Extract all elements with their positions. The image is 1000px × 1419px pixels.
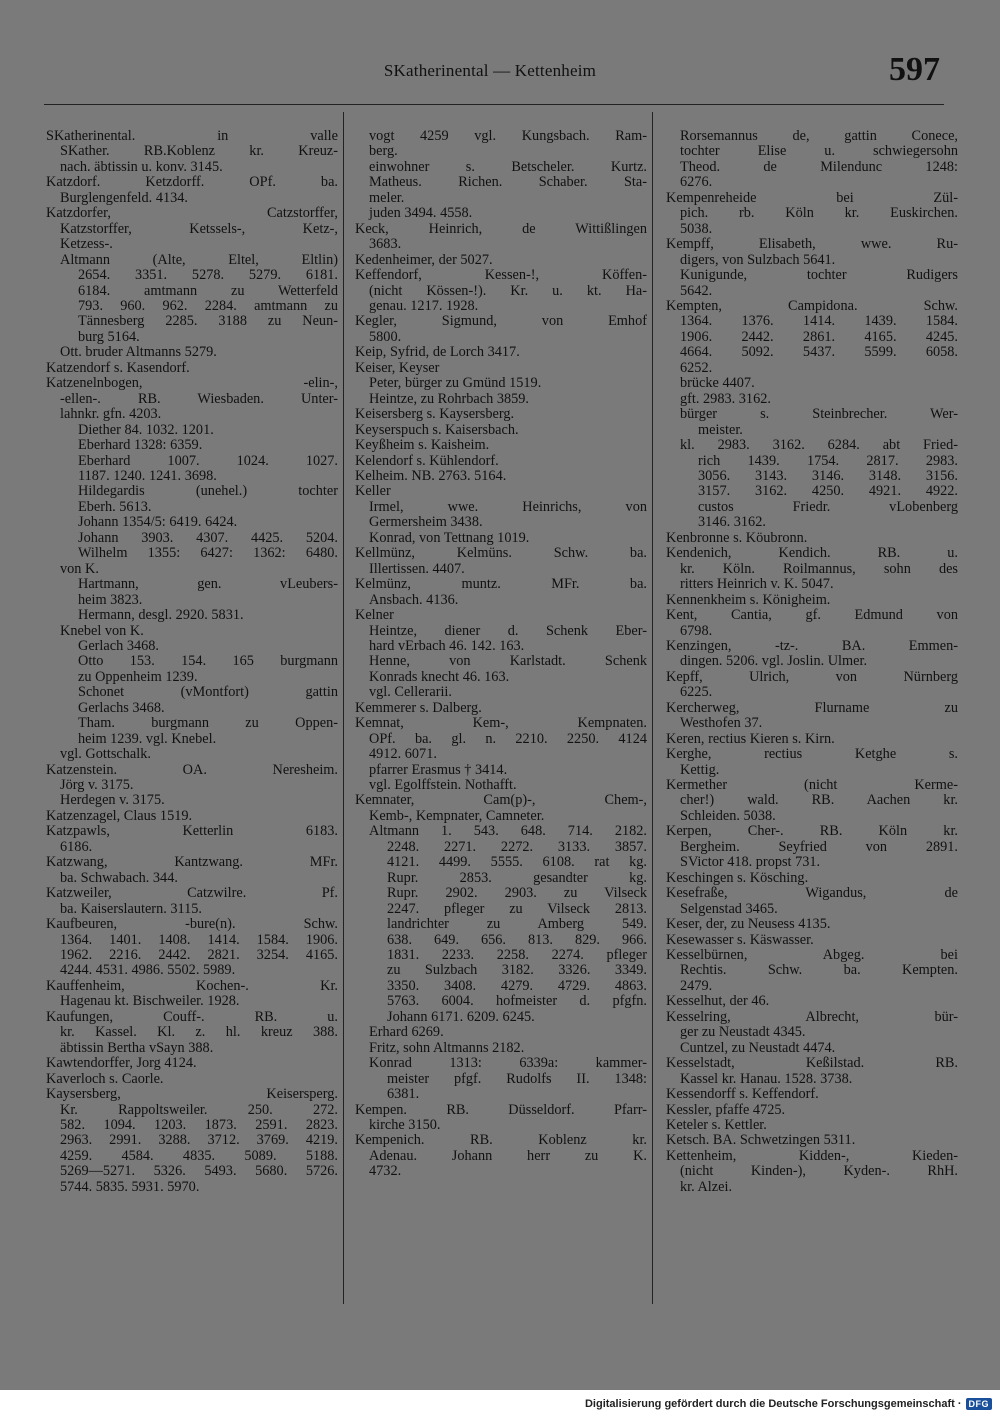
index-line: Cuntzel, zu Neustadt 4474. bbox=[680, 1040, 836, 1056]
index-line: Gerlach 3468. bbox=[78, 638, 159, 654]
index-line: (nicht Kinden-), Kyden-. RhH. bbox=[680, 1164, 958, 1180]
index-line: Kempenreheide bei Zül- bbox=[666, 190, 958, 206]
index-line: Herdegen v. 3175. bbox=[60, 793, 165, 809]
index-line: brücke 4407. bbox=[680, 376, 755, 392]
index-line: Theod. de Milendunc 1248: bbox=[680, 159, 958, 175]
index-line: Kesselstadt, Keßilstad. RB. bbox=[666, 1056, 958, 1072]
index-line: meister pfgf. Rudolfs II. 1348: bbox=[387, 1071, 647, 1087]
index-line: Kennenkheim s. Königheim. bbox=[666, 592, 831, 608]
index-line: Kessler, pfaffe 4725. bbox=[666, 1102, 786, 1118]
index-line: Kessendorff s. Keffendorf. bbox=[666, 1087, 819, 1103]
index-line: pich. rb. Köln kr. Euskirchen. bbox=[680, 206, 958, 222]
index-line: 6184. amtmann zu Wetterfeld bbox=[78, 283, 338, 299]
index-line: digers, von Sulzbach 5641. bbox=[680, 252, 836, 268]
index-line: 5642. bbox=[680, 283, 713, 299]
running-title: SKatherinental — Kettenheim bbox=[383, 61, 597, 80]
index-line: kr. Köln. Roilmannus, sohn des bbox=[680, 561, 958, 577]
index-line: 3157. 3162. 4250. 4921. 4922. bbox=[698, 484, 958, 500]
index-line: äbtissin Bertha vSayn 388. bbox=[60, 1040, 214, 1056]
index-line: Kesselhut, der 46. bbox=[666, 994, 770, 1010]
index-line: Kesselbürnen, Abgeg. bei bbox=[666, 948, 958, 964]
index-line: Keiser, Keyser bbox=[355, 360, 440, 376]
index-line: juden 3494. 4558. bbox=[369, 206, 473, 222]
index-line: lahnkr. gfn. 4203. bbox=[60, 407, 162, 423]
dfg-logo: DFG bbox=[966, 1398, 993, 1410]
index-line: Altmann (Alte, Eltel, Eltlin) bbox=[60, 252, 338, 268]
index-line: 4244. 4531. 4986. 5502. 5989. bbox=[60, 963, 236, 979]
index-line: OPf. ba. gl. n. 2210. 2250. 4124 bbox=[369, 731, 647, 747]
index-line: 1364. 1376. 1414. 1439. 1584. bbox=[680, 314, 958, 330]
index-line: Kemnat, Kem-, Kempnaten. bbox=[355, 716, 647, 732]
index-line: Katzenzagel, Claus 1519. bbox=[46, 808, 193, 824]
index-line: Matheus. Richen. Schaber. Sta- bbox=[369, 175, 647, 191]
index-line: 6276. bbox=[680, 175, 713, 191]
index-line: Ansbach. 4136. bbox=[369, 592, 459, 608]
index-line: bürger s. Steinbrecher. Wer- bbox=[680, 407, 958, 423]
index-line: Johann 6171. 6209. 6245. bbox=[387, 1009, 535, 1025]
index-line: 5800. bbox=[369, 329, 402, 345]
index-line: Katzenstein. OA. Neresheim. bbox=[46, 762, 338, 778]
index-line: 6798. bbox=[680, 623, 713, 639]
index-line: Kempff, Elisabeth, wwe. Ru- bbox=[666, 237, 958, 253]
index-line: Bergheim. Seyfried von 2891. bbox=[680, 839, 958, 855]
index-line: Henne, von Karlstadt. Schenk bbox=[369, 654, 647, 670]
index-line: Kercherweg, Flurname zu bbox=[666, 700, 958, 716]
index-line: 1831. 2233. 2258. 2274. pfleger bbox=[387, 948, 647, 964]
index-line: Peter, bürger zu Gmünd 1519. bbox=[369, 376, 542, 392]
index-line: Gerlachs 3468. bbox=[78, 700, 165, 716]
index-line: Kelendorf s. Kühlendorf. bbox=[355, 453, 499, 469]
index-line: Keschingen s. Kösching. bbox=[666, 870, 809, 886]
index-line: Knebel von K. bbox=[60, 623, 144, 639]
index-line: einwohner s. Betscheler. Kurtz. bbox=[369, 159, 647, 175]
index-line: Kaverloch s. Caorle. bbox=[46, 1071, 164, 1087]
index-line: Kaufbeuren, -bure(n). Schw. bbox=[46, 917, 338, 933]
index-line: -ellen-. RB. Wiesbaden. Unter- bbox=[60, 391, 338, 407]
index-line: Jörg v. 3175. bbox=[60, 778, 134, 794]
index-line: 1187. 1240. 1241. 3698. bbox=[78, 468, 217, 484]
index-line: Keffendorf, Kessen-!, Köffen- bbox=[355, 268, 647, 284]
index-line: Kedenheimer, der 5027. bbox=[355, 252, 493, 268]
index-line: Kettig. bbox=[680, 762, 720, 778]
index-line: kr. Kassel. Kl. z. hl. kreuz 388. bbox=[60, 1025, 338, 1041]
index-line: Kermether (nicht Kerme- bbox=[666, 778, 958, 794]
page-header bbox=[0, 51, 1000, 95]
index-line: SKatherinental. in valle bbox=[46, 129, 338, 144]
index-line: heim 1239. vgl. Knebel. bbox=[78, 731, 217, 747]
index-line: rich 1439. 1754. 2817. 2983. bbox=[698, 453, 958, 469]
index-line: Eberhard 1007. 1024. 1027. bbox=[78, 453, 338, 469]
index-line: 6381. bbox=[387, 1087, 420, 1103]
index-line: ba. Kaiserslautern. 3115. bbox=[60, 901, 202, 917]
index-line: Otto 153. 154. 165 burgmann bbox=[78, 654, 338, 670]
index-line: Kegler, Sigmund, von Emhof bbox=[355, 314, 647, 330]
index-line: (nicht Kössen-!). Kr. u. kt. Ha- bbox=[369, 283, 647, 299]
index-line: vgl. Egolffstein. Nothafft. bbox=[369, 778, 517, 794]
index-line: Rorsemannus de, gattin Conece, bbox=[680, 129, 958, 144]
index-line: Erhard 6269. bbox=[369, 1025, 444, 1041]
footer-text: Digitalisierung gefördert durch die Deutsche Forschungsgemeinschaft · bbox=[584, 1398, 962, 1410]
index-line: 793. 960. 962. 2284. amtmann zu bbox=[78, 298, 338, 314]
index-line: Rupr. 2902. 2903. zu Vilseck bbox=[387, 886, 647, 902]
index-line: kirche 3150. bbox=[369, 1118, 441, 1133]
index-line: 5744. 5835. 5931. 5970. bbox=[60, 1179, 200, 1195]
header-rule bbox=[44, 104, 944, 105]
index-line: genau. 1217. 1928. bbox=[369, 298, 479, 314]
index-line: nach. äbtissin u. konv. 3145. bbox=[60, 159, 223, 175]
index-line: Irmel, wwe. Heinrichs, von bbox=[369, 499, 647, 515]
index-line: meister. bbox=[698, 422, 743, 438]
index-line: Keip, Syfrid, de Lorch 3417. bbox=[355, 345, 520, 361]
index-line: Kr. Rappoltsweiler. 250. 272. bbox=[60, 1102, 338, 1118]
index-line: meler. bbox=[369, 190, 405, 206]
index-line: 3683. bbox=[369, 237, 402, 253]
index-line: 4664. 5092. 5437. 5599. 6058. bbox=[680, 345, 958, 361]
index-line: 5038. bbox=[680, 221, 713, 237]
index-line: 3146. 3162. bbox=[698, 515, 766, 531]
index-line: Kaufungen, Couff-. RB. u. bbox=[46, 1009, 338, 1025]
index-line: Rupr. 2853. gesandter kg. bbox=[387, 870, 647, 886]
page-number: 597 bbox=[889, 51, 940, 88]
index-line: Kenbronne s. Köubronn. bbox=[666, 530, 808, 546]
index-line: 582. 1094. 1203. 1873. 2591. 2823. bbox=[60, 1118, 338, 1133]
index-line: Kerghe, rectius Ketghe s. bbox=[666, 747, 958, 763]
index-line: 6225. bbox=[680, 685, 713, 701]
index-line: kl. 2983. 3162. 6284. abt Fried- bbox=[680, 438, 958, 454]
index-line: Keisersberg s. Kaysersberg. bbox=[355, 407, 515, 423]
index-line: vgl. Cellerarii. bbox=[369, 685, 452, 701]
index-line: Kawtendorffer, Jorg 4124. bbox=[46, 1056, 197, 1072]
index-line: Eberh. 5613. bbox=[78, 499, 152, 515]
index-line: cher!) wald. RB. Aachen kr. bbox=[680, 793, 958, 809]
index-line: Ketsch. BA. Schwetzingen 5311. bbox=[666, 1133, 856, 1149]
index-line: Katzdorf. Ketzdorff. OPf. ba. bbox=[46, 175, 338, 191]
index-line: 6252. bbox=[680, 360, 713, 376]
index-line: Keyserspuch s. Kaisersbach. bbox=[355, 422, 519, 438]
index-line: Hermann, desgl. 2920. 5831. bbox=[78, 608, 244, 624]
index-line: Kerpen, Cher-. RB. Köln kr. bbox=[666, 824, 958, 840]
index-line: 3056. 3143. 3146. 3148. 3156. bbox=[698, 468, 958, 484]
index-line: Kelheim. NB. 2763. 5164. bbox=[355, 468, 507, 484]
index-line: Konrad 1313: 6339a: kammer- bbox=[369, 1056, 647, 1072]
index-line: berg. bbox=[369, 144, 398, 160]
index-line: 2248. 2271. 2272. 3133. 3857. bbox=[387, 839, 647, 855]
index-line: custos Friedr. vLobenberg bbox=[698, 499, 958, 515]
index-line: Hagenau kt. Bischweiler. 1928. bbox=[60, 994, 240, 1010]
index-line: Keren, rectius Kieren s. Kirn. bbox=[666, 731, 835, 747]
index-line: SKather. RB.Koblenz kr. Kreuz- bbox=[60, 144, 338, 160]
index-line: kr. Alzei. bbox=[680, 1179, 733, 1195]
index-line: vgl. Gottschalk. bbox=[60, 747, 151, 763]
index-line: 2963. 2991. 3288. 3712. 3769. 4219. bbox=[60, 1133, 338, 1149]
index-line: 6186. bbox=[60, 839, 93, 855]
index-line: Tännesberg 2285. 3188 zu Neun- bbox=[78, 314, 338, 330]
index-line: Kettenheim, Kidden-, Kieden- bbox=[666, 1148, 958, 1164]
index-line: heim 3823. bbox=[78, 592, 143, 608]
index-line: Keyßheim s. Kaisheim. bbox=[355, 438, 490, 454]
index-line: hard vErbach 46. 142. 163. bbox=[369, 638, 525, 654]
index-line: Kendenich, Kendich. RB. u. bbox=[666, 546, 958, 562]
index-line: Kemb-, Kempnater, Camneter. bbox=[369, 808, 545, 824]
index-line: Wilhelm 1355: 6427: 1362: 6480. bbox=[78, 546, 338, 562]
index-line: Illertissen. 4407. bbox=[369, 561, 465, 577]
index-line: ba. Schwabach. 344. bbox=[60, 870, 178, 886]
index-line: Kellmünz, Kelmüns. Schw. ba. bbox=[355, 546, 647, 562]
index-line: 4259. 4584. 4835. 5089. 5188. bbox=[60, 1148, 338, 1164]
index-line: Tham. burgmann zu Oppen- bbox=[78, 716, 338, 732]
index-line: Keser, der, zu Neusess 4135. bbox=[666, 917, 831, 933]
index-line: landrichter zu Amberg 549. bbox=[387, 917, 647, 933]
index-line: dingen. 5206. vgl. Joslin. Ulmer. bbox=[680, 654, 868, 670]
index-line: Schonet (vMontfort) gattin bbox=[78, 685, 338, 701]
index-line: Fritz, sohn Altmanns 2182. bbox=[369, 1040, 525, 1056]
index-line: Diether 84. 1032. 1201. bbox=[78, 422, 214, 438]
index-line: zu Sulzbach 3182. 3326. 3349. bbox=[387, 963, 647, 979]
index-line: Ott. bruder Altmanns 5279. bbox=[60, 345, 217, 361]
index-line: Hildegardis (unehel.) tochter bbox=[78, 484, 338, 500]
index-line: Eberhard 1328: 6359. bbox=[78, 438, 203, 454]
index-line: Rechtis. Schw. ba. Kempten. bbox=[680, 963, 958, 979]
index-line: Germersheim 3438. bbox=[369, 515, 483, 531]
index-line: Kemmerer s. Dalberg. bbox=[355, 700, 482, 716]
index-line: Adenau. Johann herr zu K. bbox=[369, 1148, 647, 1164]
index-line: Altmann 1. 543. 648. 714. 2182. bbox=[369, 824, 647, 840]
index-line: vogt 4259 vgl. Kungsbach. Ram- bbox=[369, 129, 647, 144]
index-line: pfarrer Erasmus † 3414. bbox=[369, 762, 508, 778]
index-line: Katzwang, Kantzwang. MFr. bbox=[46, 855, 338, 871]
index-line: 1906. 2442. 2861. 4165. 4245. bbox=[680, 329, 958, 345]
index-line: Kassel kr. Hanau. 1528. 3738. bbox=[680, 1071, 853, 1087]
index-line: Burglengenfeld. 4134. bbox=[60, 190, 188, 206]
index-line: Kesewasser s. Käswasser. bbox=[666, 932, 814, 948]
index-line: Kepff, Ulrich, von Nürnberg bbox=[666, 669, 958, 685]
column-divider bbox=[343, 112, 344, 1304]
index-line: Hartmann, gen. vLeubers- bbox=[78, 577, 338, 593]
index-line: Kempen. RB. Düsseldorf. Pfarr- bbox=[355, 1102, 647, 1118]
index-column-2 bbox=[355, 129, 647, 1180]
index-column-1 bbox=[46, 129, 338, 1195]
index-line: Kempenich. RB. Koblenz kr. bbox=[355, 1133, 647, 1149]
index-line: Keteler s. Kettler. bbox=[666, 1118, 767, 1133]
index-line: ritters Heinrich v. K. 5047. bbox=[680, 577, 834, 593]
index-line: Katzendorf s. Kasendorf. bbox=[46, 360, 190, 376]
index-line: SVictor 418. propst 731. bbox=[680, 855, 821, 871]
index-line: zu Oppenheim 1239. bbox=[78, 669, 198, 685]
index-line: Kauffenheim, Kochen-. Kr. bbox=[46, 978, 338, 994]
index-line: Kaysersberg, Keisersperg. bbox=[46, 1087, 338, 1103]
index-line: Johann 1354/5: 6419. 6424. bbox=[78, 515, 238, 531]
index-line: 2247. pfleger zu Vilseck 2813. bbox=[387, 901, 647, 917]
index-line: gft. 2983. 3162. bbox=[680, 391, 771, 407]
index-line: 638. 649. 656. 813. 829. 966. bbox=[387, 932, 647, 948]
index-line: Kemnater, Cam(p)-, Chem-, bbox=[355, 793, 647, 809]
index-line: Konrad, von Tettnang 1019. bbox=[369, 530, 530, 546]
index-line: 4732. bbox=[369, 1164, 402, 1180]
index-line: Katzenelnbogen, -elin-, bbox=[46, 376, 338, 392]
index-line: Kunigunde, tochter Rudigers bbox=[680, 268, 958, 284]
index-line: Kenzingen, -tz-. BA. Emmen- bbox=[666, 638, 958, 654]
index-line: 2479. bbox=[680, 978, 713, 994]
index-line: 4912. 6071. bbox=[369, 747, 437, 763]
index-line: 1364. 1401. 1408. 1414. 1584. 1906. bbox=[60, 932, 338, 948]
index-line: Katzstorffer, Ketssels-, Ketz-, bbox=[60, 221, 338, 237]
index-line: Kesselring, Albrecht, bür- bbox=[666, 1009, 958, 1025]
index-line: ger zu Neustadt 4345. bbox=[680, 1025, 806, 1041]
footer-credit bbox=[585, 1398, 992, 1410]
index-line: tochter Elise u. schwiegersohn bbox=[680, 144, 958, 160]
index-line: Katzdorfer, Catzstorffer, bbox=[46, 206, 338, 222]
index-line: Katzpawls, Ketterlin 6183. bbox=[46, 824, 338, 840]
index-line: Kesefraße, Wigandus, de bbox=[666, 886, 958, 902]
index-line: Keck, Heinrich, de Wittißlingen bbox=[355, 221, 647, 237]
index-line: burg 5164. bbox=[78, 329, 140, 345]
index-line: Katzweiler, Catzwilre. Pf. bbox=[46, 886, 338, 902]
index-line: Selgenstad 3465. bbox=[680, 901, 778, 917]
index-line: Kelner bbox=[355, 608, 394, 624]
index-line: Kent, Cantia, gf. Edmund von bbox=[666, 608, 958, 624]
index-line: Ketzess-. bbox=[60, 237, 113, 253]
index-line: Heintze, diener d. Schenk Eber- bbox=[369, 623, 647, 639]
index-line: 1962. 2216. 2442. 2821. 3254. 4165. bbox=[60, 948, 338, 964]
index-line: 4121. 4499. 5555. 6108. rat kg. bbox=[387, 855, 647, 871]
index-line: Keller bbox=[355, 484, 391, 500]
index-line: Kelmünz, muntz. MFr. ba. bbox=[355, 577, 647, 593]
index-line: von K. bbox=[60, 561, 99, 577]
index-line: Johann 3903. 4307. 4425. 5204. bbox=[78, 530, 338, 546]
index-line: Westhofen 37. bbox=[680, 716, 763, 732]
index-line: Heintze, zu Rohrbach 3859. bbox=[369, 391, 529, 407]
index-line: Kempten, Campidona. Schw. bbox=[666, 298, 958, 314]
index-line: 5269—5271. 5326. 5493. 5680. 5726. bbox=[60, 1164, 338, 1180]
index-line: 5763. 6004. hofmeister d. pfgfn. bbox=[387, 994, 647, 1010]
index-line: 2654. 3351. 5278. 5279. 6181. bbox=[78, 268, 338, 284]
index-line: Schleiden. 5038. bbox=[680, 808, 776, 824]
index-line: Konrads knecht 46. 163. bbox=[369, 669, 510, 685]
index-column-3 bbox=[666, 129, 958, 1195]
index-line: 3350. 3408. 4279. 4729. 4863. bbox=[387, 978, 647, 994]
column-divider bbox=[652, 112, 653, 1304]
